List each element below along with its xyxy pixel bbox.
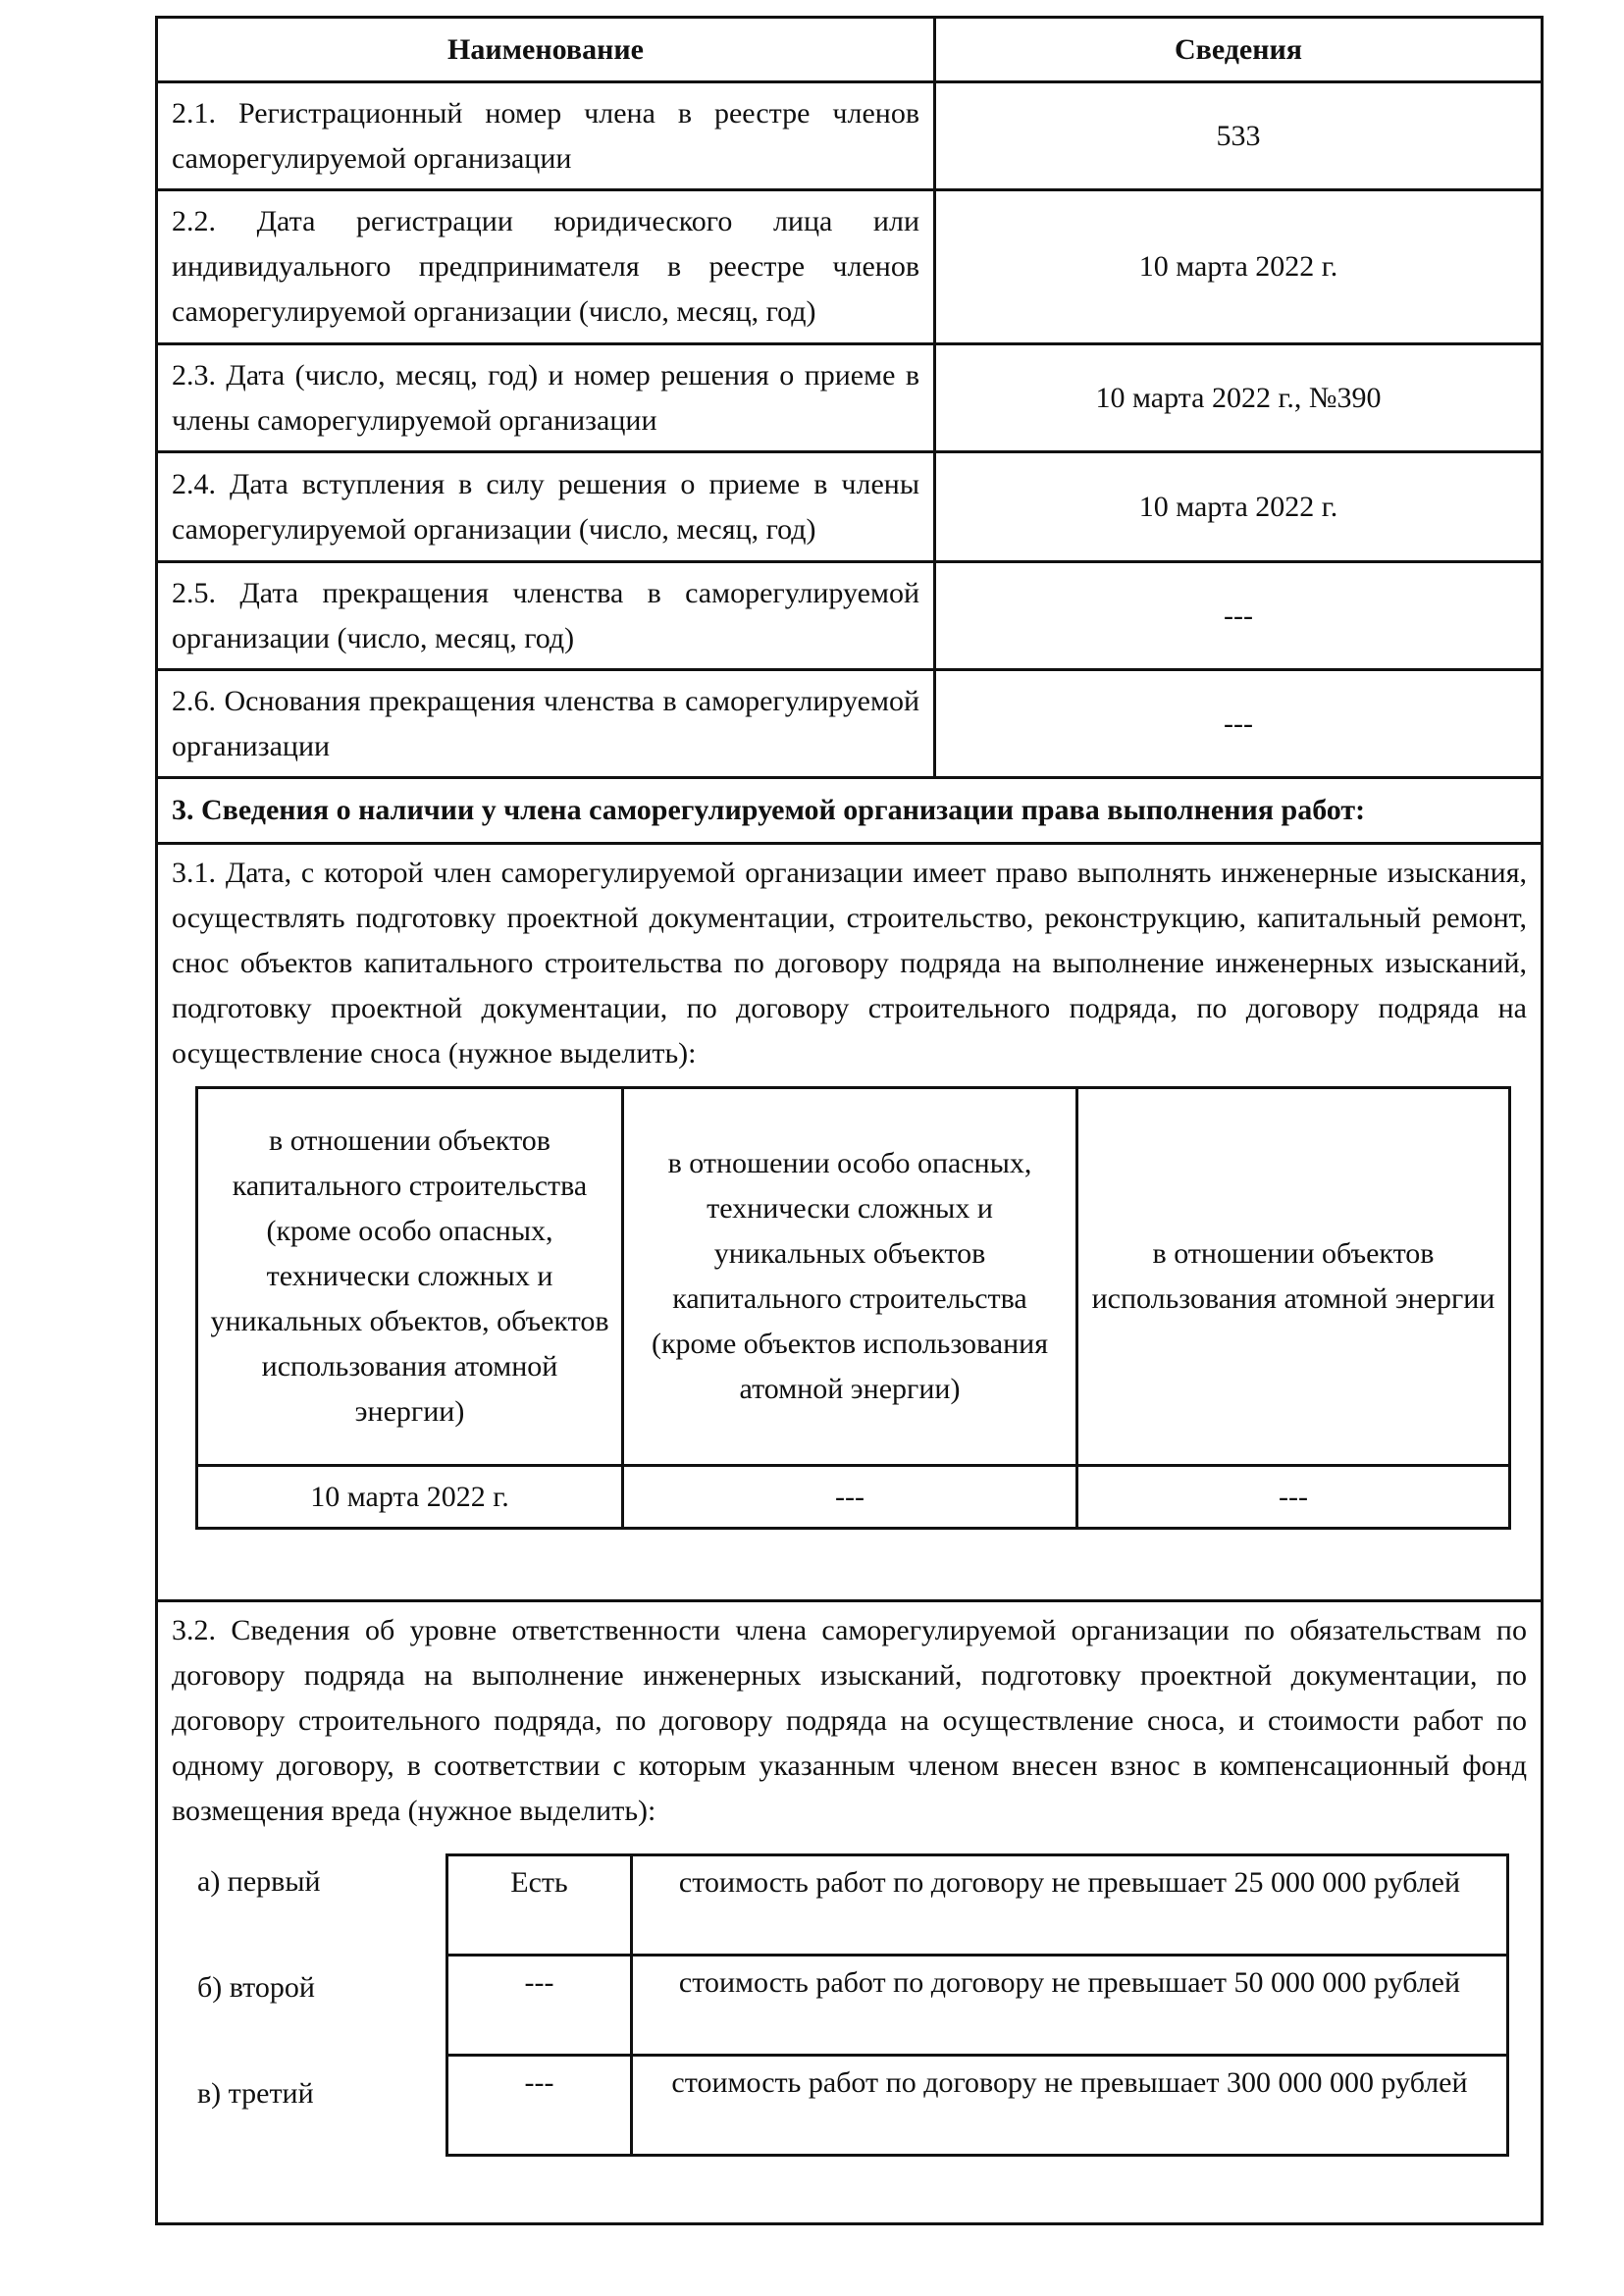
level-mark: --- <box>447 1956 632 2056</box>
level-label: в) третий <box>197 2077 314 2110</box>
rights-value-cell: 10 марта 2022 г. <box>197 1466 623 1529</box>
table-row <box>157 562 1543 670</box>
row-value: 10 марта 2022 г., №390 <box>935 344 1543 452</box>
level-row <box>447 1956 1508 2056</box>
table-row <box>157 82 1543 190</box>
header-info: Сведения <box>935 18 1543 82</box>
levels-table <box>445 1853 1509 2157</box>
level-label: б) второй <box>197 1971 315 2004</box>
section-3-2-row <box>157 1601 1543 2224</box>
section-3-title: 3. Сведения о наличии у члена саморегулируемой организации права выполнения работ: <box>157 778 1543 844</box>
paragraph-3-2: 3.2. Сведения об уровне ответственности члена саморегулируемой организации по обязательствам по договору подряда на выполнение инженерных изысканий, подготовку проектной документации, по договору строительного подряда, по договору подряда на осуществление сноса, и стоимости работ по одному договору, в соответствии с которым указанным членом внесен взнос в компенсационный фонд возмещения вреда (нужное выделить): <box>172 1614 1527 1827</box>
table-header-row <box>157 18 1543 82</box>
level-label: а) первый <box>197 1865 321 1898</box>
document-page <box>155 16 1541 2225</box>
level-desc: стоимость работ по договору не превышает 300 000 000 рублей <box>632 2056 1508 2156</box>
row-name: 2.6. Основания прекращения членства в саморегулируемой организации <box>157 670 935 778</box>
rights-header-cell: в отношении объектов использования атомной энергии <box>1077 1088 1510 1466</box>
rights-value-cell: --- <box>1077 1466 1510 1529</box>
row-value: 10 марта 2022 г. <box>935 190 1543 344</box>
table-row <box>157 452 1543 562</box>
level-desc: стоимость работ по договору не превышает 50 000 000 рублей <box>632 1956 1508 2056</box>
row-name: 2.5. Дата прекращения членства в саморегулируемой организации (число, месяц, год) <box>157 562 935 670</box>
rights-value-cell: --- <box>623 1466 1077 1529</box>
responsibility-levels <box>158 1853 1541 2182</box>
row-name: 2.3. Дата (число, месяц, год) и номер решения о приеме в члены саморегулируемой организации <box>157 344 935 452</box>
level-mark: Есть <box>447 1855 632 1956</box>
row-name: 2.2. Дата регистрации юридического лица или индивидуального предпринимателя в реестре членов саморегулируемой организации (число, месяц, год) <box>157 190 935 344</box>
level-row <box>447 2056 1508 2156</box>
rights-value-row <box>197 1466 1510 1529</box>
row-name: 2.1. Регистрационный номер члена в реестре членов саморегулируемой организации <box>157 82 935 190</box>
row-value: 533 <box>935 82 1543 190</box>
rights-table <box>195 1086 1511 1530</box>
level-row <box>447 1855 1508 1956</box>
rights-header-cell: в отношении объектов капитального строительства (кроме особо опасных, технически сложных и уникальных объектов, объектов использования атомной энергии) <box>197 1088 623 1466</box>
section-3-1-row <box>157 844 1543 1601</box>
table-row <box>157 670 1543 778</box>
row-name: 2.4. Дата вступления в силу решения о приеме в члены саморегулируемой организации (число, месяц, год) <box>157 452 935 562</box>
table-row <box>157 190 1543 344</box>
header-name: Наименование <box>157 18 935 82</box>
level-desc: стоимость работ по договору не превышает 25 000 000 рублей <box>632 1855 1508 1956</box>
rights-header-cell: в отношении особо опасных, технически сложных и уникальных объектов капитального строительства (кроме объектов использования атомной энергии) <box>623 1088 1077 1466</box>
rights-header-row <box>197 1088 1510 1466</box>
level-mark: --- <box>447 2056 632 2156</box>
table-row <box>157 344 1543 452</box>
paragraph-3-1: 3.1. Дата, с которой член саморегулируемой организации имеет право выполнять инженерные изыскания, осуществлять подготовку проектной документации, строительство, реконструкцию, капитальный ремонт, снос объектов капитального строительства по договору подряда на выполнение инженерных изысканий, подготовку проектной документации, по договору строительного подряда, по договору подряда на осуществление сноса (нужное выделить): <box>172 857 1527 1070</box>
membership-table <box>155 16 1544 2225</box>
section-3-title-row <box>157 778 1543 844</box>
row-value: --- <box>935 562 1543 670</box>
row-value: --- <box>935 670 1543 778</box>
row-value: 10 марта 2022 г. <box>935 452 1543 562</box>
